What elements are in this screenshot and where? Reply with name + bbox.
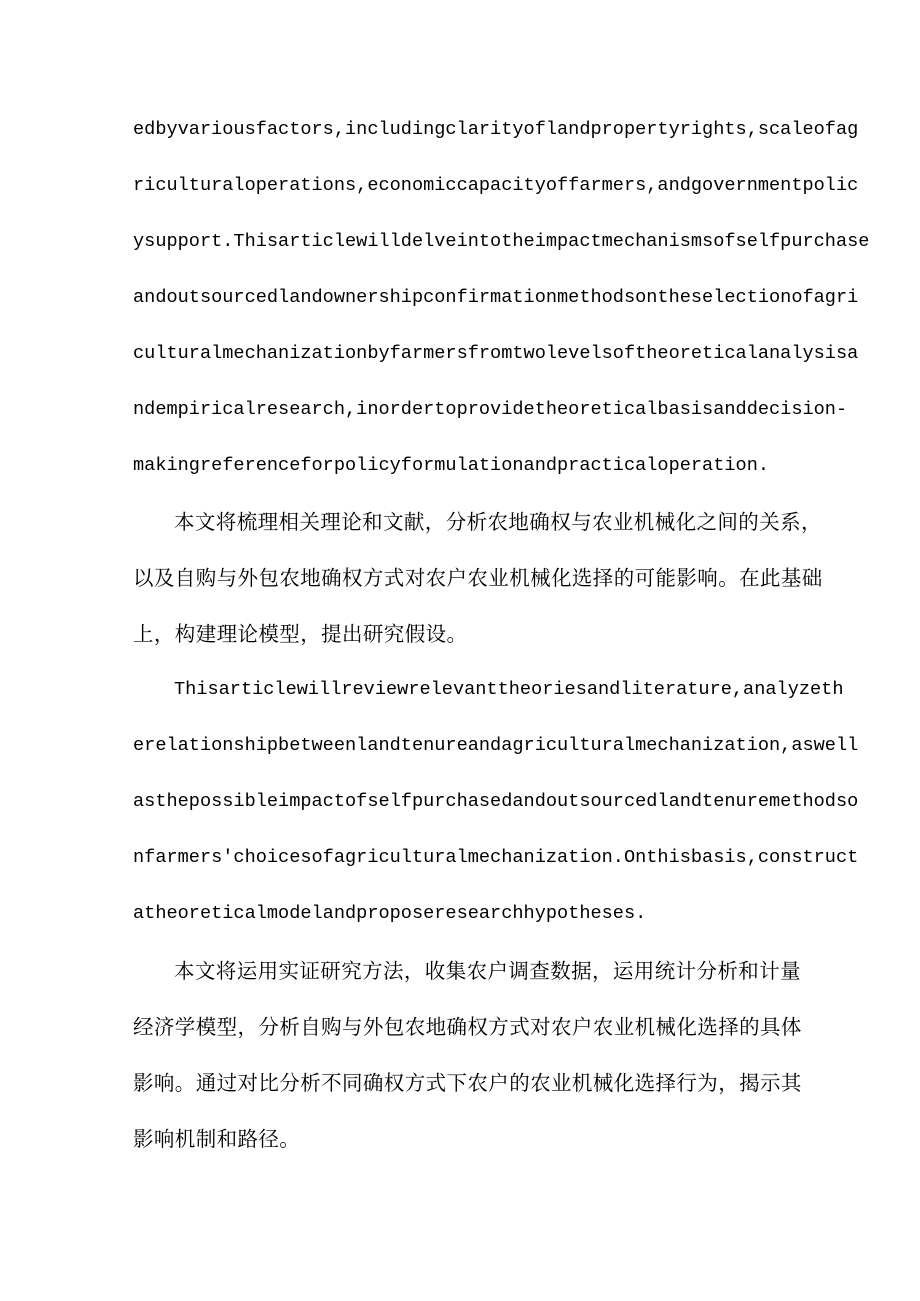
text-line: 以及自购与外包农地确权方式对农户农业机械化选择的可能影响。在此基础 — [133, 566, 823, 590]
text-line: 本文将运用实证研究方法，收集农户调查数据，运用统计分析和计量 — [174, 959, 801, 983]
text-line: erelationshipbetweenlandtenureandagriculturalmechanization,aswell — [133, 735, 859, 756]
text-line: asthepossibleimpactofselfpurchasedandoutsourcedlandtenuremethodso — [133, 791, 859, 812]
text-line: 上，构建理论模型，提出研究假设。 — [133, 622, 468, 646]
text-line: makingreferenceforpolicyformulationandpracticaloperation. — [133, 455, 770, 476]
text-line: Thisarticlewillreviewrelevanttheoriesandliterature,analyzeth — [174, 679, 844, 700]
text-line: andoutsourcedlandownershipconfirmationmethodsontheselectionofagri — [133, 287, 859, 308]
text-line: riculturaloperations,economiccapacityoffarmers,andgovernmentpolic — [133, 175, 859, 196]
text-line: culturalmechanizationbyfarmersfromtwolevelsoftheoreticalanalysisa — [133, 343, 859, 364]
text-line: atheoreticalmodelandproposeresearchhypotheses. — [133, 903, 647, 924]
text-line: 经济学模型，分析自购与外包农地确权方式对农户农业机械化选择的具体 — [133, 1015, 802, 1039]
text-line: ysupport.Thisarticlewilldelveintotheimpactmechanismsofselfpurchase — [133, 231, 870, 252]
text-line: edbyvariousfactors,includingclarityoflandpropertyrights,scaleofag — [133, 119, 859, 140]
text-line: 影响。通过对比分析不同确权方式下农户的农业机械化选择行为，揭示其 — [133, 1071, 802, 1095]
text-line: 影响机制和路径。 — [133, 1127, 301, 1151]
text-line: nfarmers'choicesofagriculturalmechanization.Onthisbasis,construct — [133, 847, 859, 868]
text-line: ndempiricalresearch,inordertoprovidetheoreticalbasisanddecision- — [133, 399, 848, 420]
text-line: 本文将梳理相关理论和文献，分析农地确权与农业机械化之间的关系， — [174, 510, 822, 534]
